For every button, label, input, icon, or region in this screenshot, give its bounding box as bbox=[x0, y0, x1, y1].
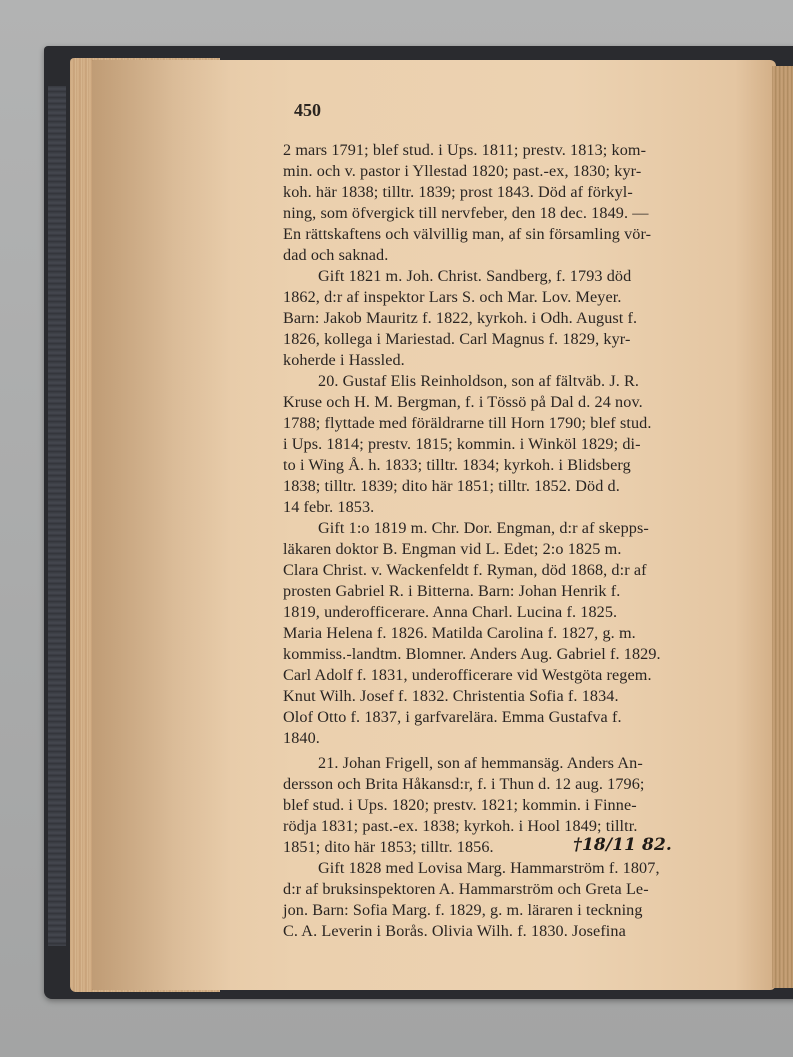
text-line: koherde i Hassled. bbox=[283, 351, 405, 369]
text-line: 1826, kollega i Mariestad. Carl Magnus f. 1829, kyr- bbox=[283, 330, 631, 348]
text-line: Knut Wilh. Josef f. 1832. Christentia Sofia f. 1834. bbox=[283, 687, 619, 705]
text-line: 2 mars 1791; blef stud. i Ups. 1811; prestv. 1813; kom- bbox=[283, 141, 647, 159]
text-line: 21. Johan Frigell, son af hemmansäg. Anders An- bbox=[318, 754, 643, 772]
text-line: Gift 1:o 1819 m. Chr. Dor. Engman, d:r af skepps- bbox=[318, 519, 649, 537]
text-line: 20. Gustaf Elis Reinholdson, son af fältväb. J. R. bbox=[318, 372, 640, 390]
text-line: dersson och Brita Håkansd:r, f. i Thun d. 12 aug. 1796; bbox=[283, 775, 645, 793]
text-line: 1851; dito här 1853; tilltr. 1856. bbox=[283, 838, 494, 856]
text-line: kommiss.-landtm. Blomner. Anders Aug. Gabriel f. 1829. bbox=[283, 645, 661, 663]
text-line: i Ups. 1814; prestv. 1815; kommin. i Winköl 1829; di- bbox=[283, 435, 641, 453]
text-line: Gift 1828 med Lovisa Marg. Hammarström f. 1807, bbox=[318, 859, 660, 877]
text-line: to i Wing Å. h. 1833; tilltr. 1834; kyrkoh. i Blidsberg bbox=[283, 456, 631, 474]
text-line: d:r af bruksinspektoren A. Hammarström och Greta Le- bbox=[283, 880, 649, 898]
text-line: 1788; flyttade med föräldrarne till Horn 1790; blef stud. bbox=[283, 414, 652, 432]
text-line: Gift 1821 m. Joh. Christ. Sandberg, f. 1793 död bbox=[318, 267, 632, 285]
text-line: rödja 1831; past.-ex. 1838; kyrkoh. i Hool 1849; tilltr. bbox=[283, 817, 638, 835]
text-line: 1838; tilltr. 1839; dito här 1851; tilltr. 1852. Död d. bbox=[283, 477, 620, 495]
text-line: En rättskaftens och välvillig man, af sin församling vör- bbox=[283, 225, 652, 243]
text-line: jon. Barn: Sofia Marg. f. 1829, g. m. läraren i teckning bbox=[283, 901, 643, 919]
text-line: min. och v. pastor i Yllestad 1820; past.-ex, 1830; kyr- bbox=[283, 162, 642, 180]
text-line: C. A. Leverin i Borås. Olivia Wilh. f. 1830. Josefina bbox=[283, 922, 626, 940]
page-number: 450 bbox=[294, 100, 321, 120]
text-line: Clara Christ. v. Wackenfeldt f. Ryman, död 1868, d:r af bbox=[283, 561, 647, 579]
text-line: 1840. bbox=[283, 729, 320, 747]
text-line: blef stud. i Ups. 1820; prestv. 1821; kommin. i Finne- bbox=[283, 796, 637, 814]
text-line: 1819, underofficerare. Anna Charl. Lucina f. 1825. bbox=[283, 603, 618, 621]
text-line: Carl Adolf f. 1831, underofficerare vid Westgöta regem. bbox=[283, 666, 652, 684]
text-line: prosten Gabriel R. i Bitterna. Barn: Johan Henrik f. bbox=[283, 582, 621, 600]
text-line: Kruse och H. M. Bergman, f. i Tössö på Dal d. 24 nov. bbox=[283, 393, 643, 411]
page-gutter-shadow bbox=[92, 60, 232, 990]
text-line: koh. här 1838; tilltr. 1839; prost 1843. Död af förkyl- bbox=[283, 183, 633, 201]
text-line: Maria Helena f. 1826. Matilda Carolina f. 1827, g. m. bbox=[283, 624, 636, 642]
text-line: dad och saknad. bbox=[283, 246, 389, 264]
text-line: 1862, d:r af inspektor Lars S. och Mar. Lov. Meyer. bbox=[283, 288, 622, 306]
handwritten-death-note: †18/11 82. bbox=[573, 835, 672, 855]
text-line: ning, som öfvergick till nervfeber, den 18 dec. 1849. — bbox=[283, 204, 649, 222]
text-line: läkaren doktor B. Engman vid L. Edet; 2:o 1825 m. bbox=[283, 540, 622, 558]
page-stack-right bbox=[772, 66, 793, 988]
text-line: Barn: Jakob Mauritz f. 1822, kyrkoh. i Odh. August f. bbox=[283, 309, 638, 327]
text-line: 14 febr. 1853. bbox=[283, 498, 375, 516]
text-line: Olof Otto f. 1837, i garfvarelära. Emma Gustafva f. bbox=[283, 708, 622, 726]
